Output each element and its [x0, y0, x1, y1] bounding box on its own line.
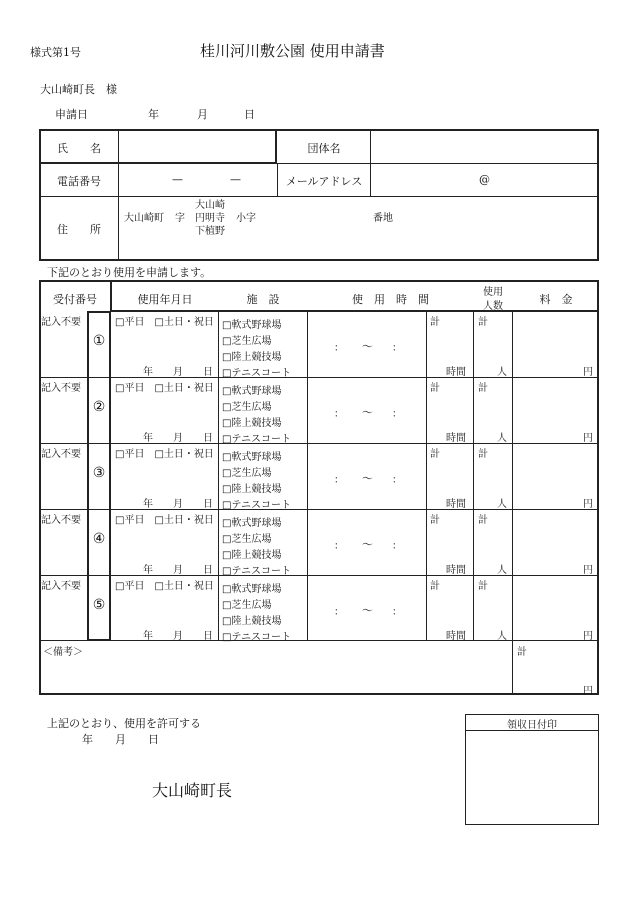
usage-date-ymd[interactable]: 年 月 日 [143, 433, 213, 444]
persons-unit: 人 [497, 367, 507, 378]
approval-date: 年 月 日 [82, 733, 159, 746]
day-type-checkboxes[interactable]: □平日 □土日・祝日 [115, 515, 214, 526]
name-label: 氏 名 [57, 142, 101, 155]
usage-date-ymd[interactable]: 年 月 日 [143, 499, 213, 510]
time-colon-start: ： [334, 409, 344, 420]
facility-checkbox[interactable]: □軟式野球場 [222, 518, 282, 529]
mayor-signature: 大山崎町長 [152, 781, 233, 800]
time-colon-end: ： [392, 409, 402, 420]
row-number: ② [92, 399, 106, 415]
apply-date-year: 年 [148, 108, 159, 121]
facility-checkbox[interactable]: □テニスコート [222, 566, 292, 577]
facility-checkbox[interactable]: □テニスコート [222, 368, 292, 379]
hours-unit: 時間 [446, 433, 466, 444]
apply-date-month: 月 [197, 108, 208, 121]
time-colon-start: ： [334, 607, 344, 618]
usage-date-ymd[interactable]: 年 月 日 [143, 631, 213, 642]
receipt-stamp-label: 領収日付印 [507, 720, 557, 731]
remarks-yen: 円 [583, 686, 593, 697]
fee-yen-unit: 円 [583, 631, 593, 642]
time-tilde: 〜 [362, 604, 373, 617]
facility-checkbox[interactable]: □陸上競技場 [222, 352, 282, 363]
form-title: 桂川河川敷公園 使用申請書 [200, 42, 385, 60]
row-note: 記入不要 [41, 581, 81, 592]
facility-checkbox[interactable]: □芝生広場 [222, 534, 272, 545]
persons-unit: 人 [497, 565, 507, 576]
usage-date-ymd[interactable]: 年 月 日 [143, 367, 213, 378]
address-banchi: 番地 [373, 213, 393, 224]
address-town: 大山崎町 [124, 213, 164, 224]
hours-total-label: 計 [430, 581, 440, 592]
address-aza: 字 [175, 213, 185, 224]
facility-checkbox[interactable]: □軟式野球場 [222, 320, 282, 331]
day-type-checkboxes[interactable]: □平日 □土日・祝日 [115, 449, 214, 460]
time-colon-end: ： [392, 343, 402, 354]
facility-checkbox[interactable]: □軟式野球場 [222, 452, 282, 463]
remarks-label: ＜備考＞ [43, 647, 83, 658]
persons-unit: 人 [497, 433, 507, 444]
row-note: 記入不要 [41, 383, 81, 394]
hours-unit: 時間 [446, 565, 466, 576]
phone-sep-1: — [172, 173, 183, 186]
group-label: 団体名 [307, 142, 341, 155]
day-type-checkboxes[interactable]: □平日 □土日・祝日 [115, 581, 214, 592]
address-option-3: 下植野 [195, 226, 225, 237]
address-option-2: 円明寺 [195, 213, 225, 224]
day-type-checkboxes[interactable]: □平日 □土日・祝日 [115, 383, 214, 394]
facility-checkbox[interactable]: □陸上競技場 [222, 550, 282, 561]
facility-checkbox[interactable]: □陸上競技場 [222, 616, 282, 627]
facility-checkbox[interactable]: □テニスコート [222, 632, 292, 643]
header-reception: 受付番号 [53, 293, 97, 306]
approval-text: 上記のとおり、使用を許可する [47, 717, 201, 730]
row-number: ④ [92, 531, 106, 547]
time-colon-end: ： [392, 541, 402, 552]
header-fee: 料 金 [539, 293, 573, 306]
persons-total-label: 計 [478, 515, 488, 526]
header-persons-1: 使用 [483, 287, 503, 298]
time-tilde: 〜 [362, 340, 373, 353]
fee-yen-unit: 円 [583, 565, 593, 576]
facility-checkbox[interactable]: □陸上競技場 [222, 484, 282, 495]
header-date: 使用年月日 [137, 293, 193, 306]
hours-total-label: 計 [430, 317, 440, 328]
usage-date-ymd[interactable]: 年 月 日 [143, 565, 213, 576]
header-facility: 施 設 [246, 293, 280, 306]
hours-total-label: 計 [430, 515, 440, 526]
facility-checkbox[interactable]: □軟式野球場 [222, 584, 282, 595]
header-time: 使 用 時 間 [352, 293, 429, 306]
hours-unit: 時間 [446, 367, 466, 378]
row-note: 記入不要 [41, 515, 81, 526]
row-number: ① [92, 333, 106, 349]
time-colon-start: ： [334, 541, 344, 552]
phone-sep-2: — [230, 173, 241, 186]
facility-checkbox[interactable]: □芝生広場 [222, 402, 272, 413]
row-number: ③ [92, 465, 106, 481]
row-number: ⑤ [92, 597, 106, 613]
persons-unit: 人 [497, 631, 507, 642]
apply-date-label: 申請日 [55, 108, 88, 121]
row-note: 記入不要 [41, 449, 81, 460]
hours-unit: 時間 [446, 499, 466, 510]
facility-checkbox[interactable]: □テニスコート [222, 434, 292, 445]
addressee: 大山崎町長 様 [40, 83, 117, 96]
persons-total-label: 計 [478, 449, 488, 460]
header-persons-2: 人数 [483, 301, 503, 312]
persons-total-label: 計 [478, 317, 488, 328]
apply-date-day: 日 [244, 108, 255, 121]
facility-checkbox[interactable]: □陸上競技場 [222, 418, 282, 429]
hours-total-label: 計 [430, 383, 440, 394]
time-colon-start: ： [334, 475, 344, 486]
form-number: 様式第1号 [30, 46, 81, 59]
intro-text: 下記のとおり使用を申請します。 [47, 266, 212, 279]
day-type-checkboxes[interactable]: □平日 □土日・祝日 [115, 317, 214, 328]
persons-unit: 人 [497, 499, 507, 510]
time-tilde: 〜 [362, 472, 373, 485]
time-colon-end: ： [392, 475, 402, 486]
hours-total-label: 計 [430, 449, 440, 460]
time-tilde: 〜 [362, 406, 373, 419]
address-label: 住 所 [57, 223, 101, 236]
facility-checkbox[interactable]: □芝生広場 [222, 336, 272, 347]
row-note: 記入不要 [41, 317, 81, 328]
address-option-1: 大山崎 [195, 200, 225, 211]
facility-checkbox[interactable]: □芝生広場 [222, 600, 272, 611]
time-tilde: 〜 [362, 538, 373, 551]
fee-yen-unit: 円 [583, 433, 593, 444]
fee-yen-unit: 円 [583, 367, 593, 378]
email-at: @ [479, 173, 490, 186]
persons-total-label: 計 [478, 581, 488, 592]
phone-label: 電話番号 [57, 175, 101, 188]
email-label: メールアドレス [285, 175, 363, 188]
hours-unit: 時間 [446, 631, 466, 642]
time-colon-start: ： [334, 343, 344, 354]
facility-checkbox[interactable]: □芝生広場 [222, 468, 272, 479]
facility-checkbox[interactable]: □テニスコート [222, 500, 292, 511]
time-colon-end: ： [392, 607, 402, 618]
persons-total-label: 計 [478, 383, 488, 394]
facility-checkbox[interactable]: □軟式野球場 [222, 386, 282, 397]
remarks-total: 計 [517, 647, 527, 658]
address-koaza: 小字 [236, 213, 256, 224]
fee-yen-unit: 円 [583, 499, 593, 510]
